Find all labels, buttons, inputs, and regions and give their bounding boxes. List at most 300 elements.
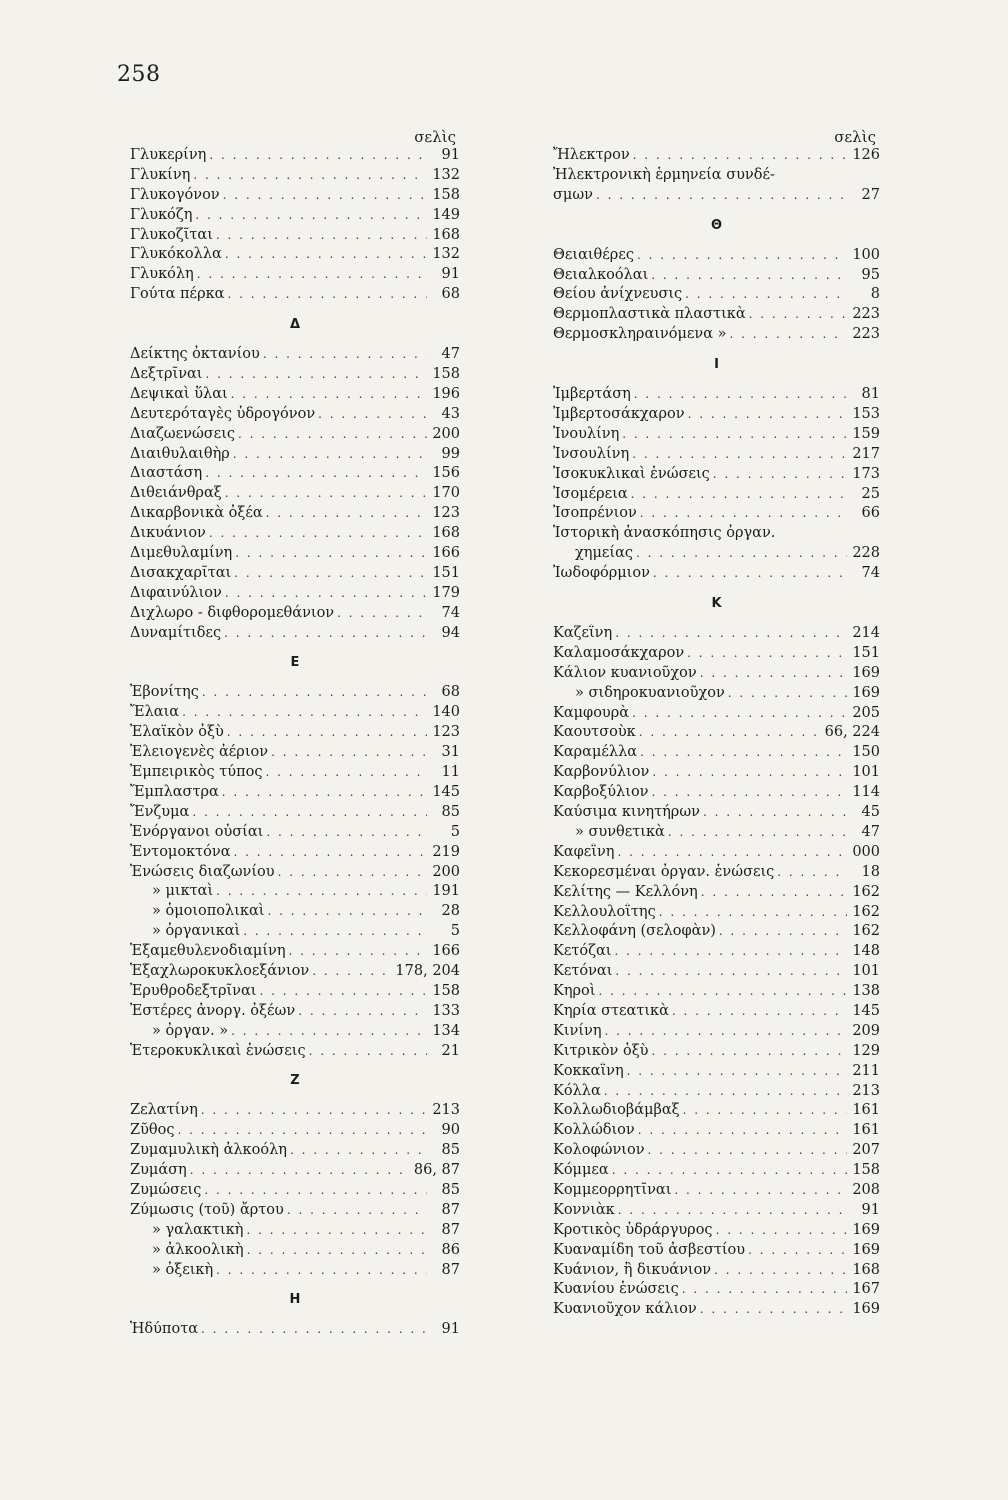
dot-leader	[622, 425, 847, 445]
index-term: Δευτερόταγὲς ὑδρογόνον	[130, 405, 316, 422]
dot-leader	[636, 544, 847, 564]
index-entry	[553, 1161, 880, 1181]
page-reference: 68	[441, 684, 460, 701]
dot-leader	[728, 684, 847, 704]
page-reference: 66	[861, 505, 880, 522]
dot-leader	[716, 1221, 847, 1241]
index-entry	[553, 166, 880, 186]
dot-leader	[682, 1280, 847, 1300]
index-entry	[553, 425, 880, 445]
index-entry	[130, 245, 460, 265]
dot-leader	[298, 1002, 427, 1022]
section-letter: Κ	[711, 596, 722, 612]
dot-leader	[271, 743, 427, 763]
page-reference: 85	[441, 1142, 460, 1159]
index-term: Κομμεορρητῖναι	[553, 1181, 672, 1198]
index-entry	[130, 166, 460, 186]
dot-leader	[627, 1062, 847, 1082]
page-reference: 158	[432, 982, 460, 999]
section-letter: Ε	[290, 655, 300, 671]
dot-leader	[653, 564, 847, 584]
index-entry	[130, 763, 460, 783]
dot-leader	[224, 624, 427, 644]
index-term: Κυάνιον, ἢ δικυάνιον	[553, 1261, 712, 1278]
index-term: Ἐλαϊκὸν ὀξὺ	[130, 724, 224, 741]
index-term: Δυναμίτιδες	[130, 624, 222, 641]
index-term: Διμεθυλαμίνη	[130, 545, 233, 562]
page-reference: 000	[852, 843, 880, 860]
index-entry	[553, 962, 880, 982]
dot-leader	[713, 465, 847, 485]
index-term: Καύσιμα κινητήρων	[553, 804, 700, 821]
dot-leader	[632, 445, 847, 465]
index-term: Δικυάνιον	[130, 525, 206, 542]
dot-leader	[651, 266, 847, 286]
index-term: Δεξτρῖναι	[130, 366, 203, 383]
page-reference: 213	[852, 1082, 880, 1099]
page-reference: 123	[432, 505, 460, 522]
index-entry	[553, 644, 880, 664]
dot-leader	[640, 504, 847, 524]
index-entry	[553, 385, 880, 405]
index-term: Ἤλεκτρον	[553, 147, 630, 163]
index-entry	[130, 484, 460, 504]
index-term: Διχλωρο - διφθορομεθάνιον	[130, 604, 335, 621]
page-reference: 209	[852, 1022, 880, 1039]
index-entry	[130, 743, 460, 763]
index-term: Κηροὶ	[553, 983, 596, 1000]
index-term: Ἰμβερτάση	[553, 386, 631, 403]
index-term: Κετόναι	[553, 963, 613, 980]
index-term: Θειαιθέρες	[553, 246, 634, 263]
page-reference: 21	[441, 1042, 460, 1059]
index-term: Ἑξαμεθυλενοδιαμίνη	[130, 943, 286, 960]
page-reference: 28	[441, 903, 460, 920]
index-entry	[553, 285, 880, 305]
index-term: χημείας	[575, 545, 634, 562]
dot-leader	[177, 1121, 427, 1141]
index-entry	[553, 465, 880, 485]
index-entry	[553, 684, 880, 704]
index-term: Διφαινύλιον	[130, 584, 222, 601]
dot-leader	[640, 743, 847, 763]
index-term: Διθειάνθραξ	[130, 485, 222, 502]
index-entry	[553, 903, 880, 923]
index-entry	[130, 524, 460, 544]
page-reference: 169	[852, 664, 880, 681]
index-entry	[130, 783, 460, 803]
index-entry	[130, 285, 460, 305]
index-entry	[553, 246, 880, 266]
index-term: Κυανιοῦχον κάλιον	[553, 1301, 697, 1318]
dot-leader	[225, 245, 427, 265]
page-reference: 31	[441, 744, 460, 761]
dot-leader	[703, 803, 847, 823]
page-reference: 213	[432, 1102, 460, 1119]
dot-leader	[216, 1261, 427, 1281]
index-entry	[553, 624, 880, 644]
index-term: Καραμέλλα	[553, 744, 638, 761]
index-entry	[553, 564, 880, 584]
dot-leader	[700, 664, 847, 684]
dot-leader	[318, 405, 427, 425]
page-reference: 166	[432, 545, 460, 562]
index-term: Κοκκαΐνη	[553, 1062, 624, 1079]
index-term: Κελλουλοΐτης	[553, 903, 656, 920]
index-term: Δικαρβονικὰ ὀξέα	[130, 505, 263, 522]
page-reference: 166	[432, 943, 460, 960]
page-reference: 25	[861, 485, 880, 502]
dot-leader	[617, 843, 847, 863]
page-reference: 214	[852, 625, 880, 642]
page-reference: 95	[861, 266, 880, 283]
dot-leader	[192, 803, 427, 823]
index-term: Ζελατίνη	[130, 1102, 198, 1119]
index-term: Γλυκερίνη	[130, 147, 207, 163]
page-reference: 66, 224	[824, 724, 880, 741]
dot-leader	[598, 982, 847, 1002]
dot-leader	[668, 823, 847, 843]
dot-leader	[700, 1300, 847, 1320]
index-term: σμων	[553, 186, 593, 203]
dot-leader	[687, 644, 847, 664]
index-term: Ἐστέρες ἀνοργ. ὀξέων	[130, 1002, 296, 1019]
index-entry	[130, 504, 460, 524]
index-term: Γλυκόλη	[130, 266, 194, 283]
index-term: Κελίτης — Κελλόνη	[553, 883, 698, 900]
index-entry	[130, 1261, 460, 1281]
page-reference: 86	[441, 1241, 460, 1258]
index-entry	[553, 743, 880, 763]
index-term: Θειαλκοόλαι	[553, 266, 649, 283]
index-entry	[130, 1201, 460, 1221]
index-column-left	[130, 128, 460, 1340]
index-term: Κόλλα	[553, 1082, 601, 1099]
page-reference: 151	[432, 564, 460, 581]
dot-leader	[309, 1042, 427, 1062]
index-term: Διαιθυλαιθὴρ	[130, 445, 230, 462]
page-reference: 132	[432, 246, 460, 263]
dot-leader	[631, 485, 847, 505]
dot-leader	[238, 425, 427, 445]
index-entry	[130, 683, 460, 703]
dot-leader	[652, 1042, 848, 1062]
page-reference: 145	[432, 783, 460, 800]
index-entry	[130, 345, 460, 365]
page-reference: 68	[441, 286, 460, 303]
page-reference: 8	[870, 286, 880, 303]
page-reference: 123	[432, 724, 460, 741]
index-term: Ζυμαμυλικὴ ἀλκοόλη	[130, 1142, 287, 1159]
page-reference: 5	[450, 923, 460, 940]
index-term: Κυαναμίδη τοῦ ἀσβεστίου	[553, 1241, 746, 1258]
index-entry	[130, 962, 460, 982]
dot-leader	[234, 843, 427, 863]
page-reference: 200	[432, 863, 460, 880]
index-term: Ἰωδοφόρμιον	[553, 565, 650, 582]
index-entry	[130, 803, 460, 823]
dot-leader	[701, 883, 847, 903]
dot-leader	[683, 1101, 847, 1121]
index-entry	[553, 704, 880, 724]
page-reference: 158	[432, 366, 460, 383]
dot-leader	[259, 982, 427, 1002]
page-reference: 94	[441, 624, 460, 641]
index-term: Κολοφώνιον	[553, 1142, 645, 1159]
dot-leader	[201, 1320, 427, 1340]
index-entry	[130, 1022, 460, 1042]
index-term: » μικταὶ	[152, 883, 214, 900]
index-term: Ἐντομοκτόνα	[130, 843, 231, 860]
dot-leader	[659, 903, 847, 923]
index-term: » ἀλκοολικὴ	[152, 1241, 244, 1258]
page-reference: 223	[852, 306, 880, 323]
index-entry	[553, 1002, 880, 1022]
index-entry	[130, 863, 460, 883]
page-reference: 207	[852, 1142, 880, 1159]
index-entry	[130, 624, 460, 644]
index-term: Ἑξαχλωροκυκλοεξάνιον	[130, 962, 310, 979]
page-reference: 91	[441, 266, 460, 283]
page-number: 258	[117, 62, 161, 87]
index-term: Ἠλεκτρονικὴ ἑρμηνεία συνδέ-	[553, 166, 775, 183]
index-entry	[553, 783, 880, 803]
index-entry	[130, 942, 460, 962]
index-entry	[130, 186, 460, 206]
index-entry	[553, 863, 880, 883]
page-reference: 133	[432, 1002, 460, 1019]
dot-leader	[672, 1002, 847, 1022]
dot-leader	[266, 823, 427, 843]
page-reference: 132	[432, 166, 460, 183]
index-entry	[553, 1042, 880, 1062]
dot-leader	[231, 385, 427, 405]
page-reference: 149	[432, 206, 460, 223]
index-term: Κροτικὸς ὑδράργυρος	[553, 1221, 713, 1238]
dot-leader	[267, 902, 427, 922]
dot-leader	[290, 1141, 427, 1161]
page-reference: 169	[852, 1241, 880, 1258]
index-term: Καφεΐνη	[553, 843, 615, 860]
index-entry	[130, 1141, 460, 1161]
index-entry	[553, 922, 880, 942]
index-term: Καρβοξύλιον	[553, 784, 649, 801]
page-reference: 170	[432, 485, 460, 502]
index-term: Ἐμπειρικὸς τύπος	[130, 764, 263, 781]
index-entry	[553, 843, 880, 863]
index-term: Διαστάση	[130, 465, 203, 482]
index-entry	[130, 146, 460, 166]
index-term: Κολλώδιον	[553, 1122, 635, 1139]
index-entry	[130, 226, 460, 246]
index-entry	[130, 385, 460, 405]
page-reference: 90	[441, 1122, 460, 1139]
index-term: Θείου ἀνίχνευσις	[553, 286, 683, 303]
index-entry	[553, 803, 880, 823]
page-reference: 168	[432, 226, 460, 243]
dot-leader	[263, 345, 427, 365]
dot-leader	[651, 783, 847, 803]
page-reference: 223	[852, 326, 880, 343]
index-column-right	[553, 128, 880, 1320]
dot-leader	[225, 584, 427, 604]
index-term: Ἰσομέρεια	[553, 485, 628, 502]
page-reference: 158	[432, 186, 460, 203]
index-entry	[553, 544, 880, 564]
index-entry	[553, 305, 880, 325]
index-term: Διαζωενώσεις	[130, 425, 235, 442]
dot-leader	[648, 1141, 847, 1161]
section-letter: Θ	[710, 217, 723, 233]
index-entry	[553, 485, 880, 505]
index-entry	[553, 883, 880, 903]
page-reference: 167	[852, 1281, 880, 1298]
index-entry	[553, 1300, 880, 1320]
page-reference: 114	[852, 784, 880, 801]
page-reference: 87	[441, 1221, 460, 1238]
dot-leader	[204, 1181, 427, 1201]
page-reference: 162	[852, 883, 880, 900]
page-reference: 158	[852, 1162, 880, 1179]
index-entry	[553, 524, 880, 544]
page-reference: 47	[441, 346, 460, 363]
index-entry	[130, 464, 460, 484]
dot-leader	[234, 564, 427, 584]
index-entry	[130, 1241, 460, 1261]
index-term: Θερμοσκληραινόμενα »	[553, 326, 727, 343]
page-reference: 205	[852, 704, 880, 721]
section-letter: Η	[289, 1292, 301, 1308]
dot-leader	[246, 1221, 427, 1241]
page-reference: 159	[852, 425, 880, 442]
index-term: Κοννιὰκ	[553, 1201, 615, 1218]
dot-leader	[596, 186, 847, 206]
index-entry	[553, 504, 880, 524]
dot-leader	[748, 1241, 847, 1261]
index-entry	[130, 703, 460, 723]
dot-leader	[714, 1261, 847, 1281]
index-entry	[130, 1042, 460, 1062]
index-entry	[553, 1221, 880, 1241]
dot-leader	[265, 763, 427, 783]
index-term: Ἰνσουλίνη	[553, 445, 630, 462]
index-entry	[130, 564, 460, 584]
index-term: Ἡδύποτα	[130, 1321, 199, 1338]
page-reference: 11	[441, 764, 460, 781]
dot-leader	[729, 325, 847, 345]
page-reference: 5	[450, 823, 460, 840]
index-entry	[130, 1320, 460, 1340]
dot-leader	[231, 1022, 427, 1042]
dot-leader	[614, 942, 847, 962]
page-reference: 85	[441, 803, 460, 820]
index-term: Κάλιον κυανιοῦχον	[553, 664, 697, 681]
page-reference: 145	[852, 1002, 880, 1019]
column-header-page-label: σελὶς	[414, 128, 456, 146]
page-reference: 196	[432, 385, 460, 402]
index-entry	[553, 186, 880, 206]
index-term: Ἑνώσεις διαζωνίου	[130, 863, 275, 880]
index-term: Ἐρυθροδεξτρῖναι	[130, 982, 257, 999]
index-term: Γλυκόκολλα	[130, 246, 222, 263]
index-term: Καζεΐνη	[553, 625, 613, 642]
page-reference: 161	[852, 1102, 880, 1119]
index-entry	[553, 1201, 880, 1221]
index-entry	[553, 1181, 880, 1201]
index-term: » συνθετικὰ	[575, 823, 665, 840]
index-entry	[553, 266, 880, 286]
page-reference: 211	[852, 1062, 880, 1079]
page-reference: 100	[852, 246, 880, 263]
dot-leader	[222, 783, 427, 803]
index-term: Κετόζαι	[553, 943, 612, 960]
index-entry	[553, 1062, 880, 1082]
page-reference: 219	[432, 843, 460, 860]
index-entry	[130, 425, 460, 445]
page-reference: 87	[441, 1201, 460, 1218]
page-reference: 87	[441, 1261, 460, 1278]
index-term: Γλυκόζη	[130, 206, 193, 223]
page-reference: 81	[861, 386, 880, 403]
page-reference: 169	[852, 684, 880, 701]
index-entry	[130, 1101, 460, 1121]
index-term: Κεκορεσμέναι ὀργαν. ἑνώσεις	[553, 863, 775, 880]
index-entry	[130, 982, 460, 1002]
page-reference: 162	[852, 903, 880, 920]
dot-leader	[197, 265, 427, 285]
page-reference: 153	[852, 406, 880, 423]
page-reference: 156	[432, 465, 460, 482]
page-reference: 161	[852, 1122, 880, 1139]
section-letter: Δ	[289, 317, 301, 333]
dot-leader	[287, 1201, 427, 1221]
index-entry	[130, 1121, 460, 1141]
index-term: Ἑτεροκυκλικαὶ ἑνώσεις	[130, 1042, 306, 1059]
index-entry	[553, 146, 880, 166]
index-term: Καρβονύλιον	[553, 764, 650, 781]
page-reference: 86, 87	[413, 1162, 460, 1179]
index-entry	[553, 405, 880, 425]
dot-leader	[638, 1121, 847, 1141]
page-reference: 47	[861, 823, 880, 840]
page-reference: 91	[861, 1201, 880, 1218]
index-term: Γλυκίνη	[130, 166, 191, 183]
dot-leader	[209, 524, 427, 544]
dot-leader	[193, 166, 427, 186]
page-reference: 169	[852, 1301, 880, 1318]
index-term: Ἰνουλίνη	[553, 425, 620, 442]
index-term: » γαλακτικὴ	[152, 1221, 244, 1238]
index-term: Ἔλαια	[130, 704, 180, 721]
page-reference: 168	[432, 525, 460, 542]
index-entry	[130, 544, 460, 564]
index-term: Ἐλειογενὲς ἀέριον	[130, 744, 269, 761]
page-reference: 134	[432, 1022, 460, 1039]
section-letter: Ι	[714, 357, 719, 373]
index-entry	[553, 445, 880, 465]
index-entry	[130, 445, 460, 465]
index-entry	[553, 982, 880, 1002]
index-entry	[130, 1221, 460, 1241]
page-reference: 148	[852, 943, 880, 960]
index-term: Ζῦθος	[130, 1122, 175, 1139]
index-entry	[553, 942, 880, 962]
dot-leader	[227, 723, 427, 743]
dot-leader	[223, 186, 427, 206]
index-term: Κηρία στεατικὰ	[553, 1002, 669, 1019]
index-term: Καουτσοὺκ	[553, 724, 636, 741]
dot-leader	[337, 604, 427, 624]
